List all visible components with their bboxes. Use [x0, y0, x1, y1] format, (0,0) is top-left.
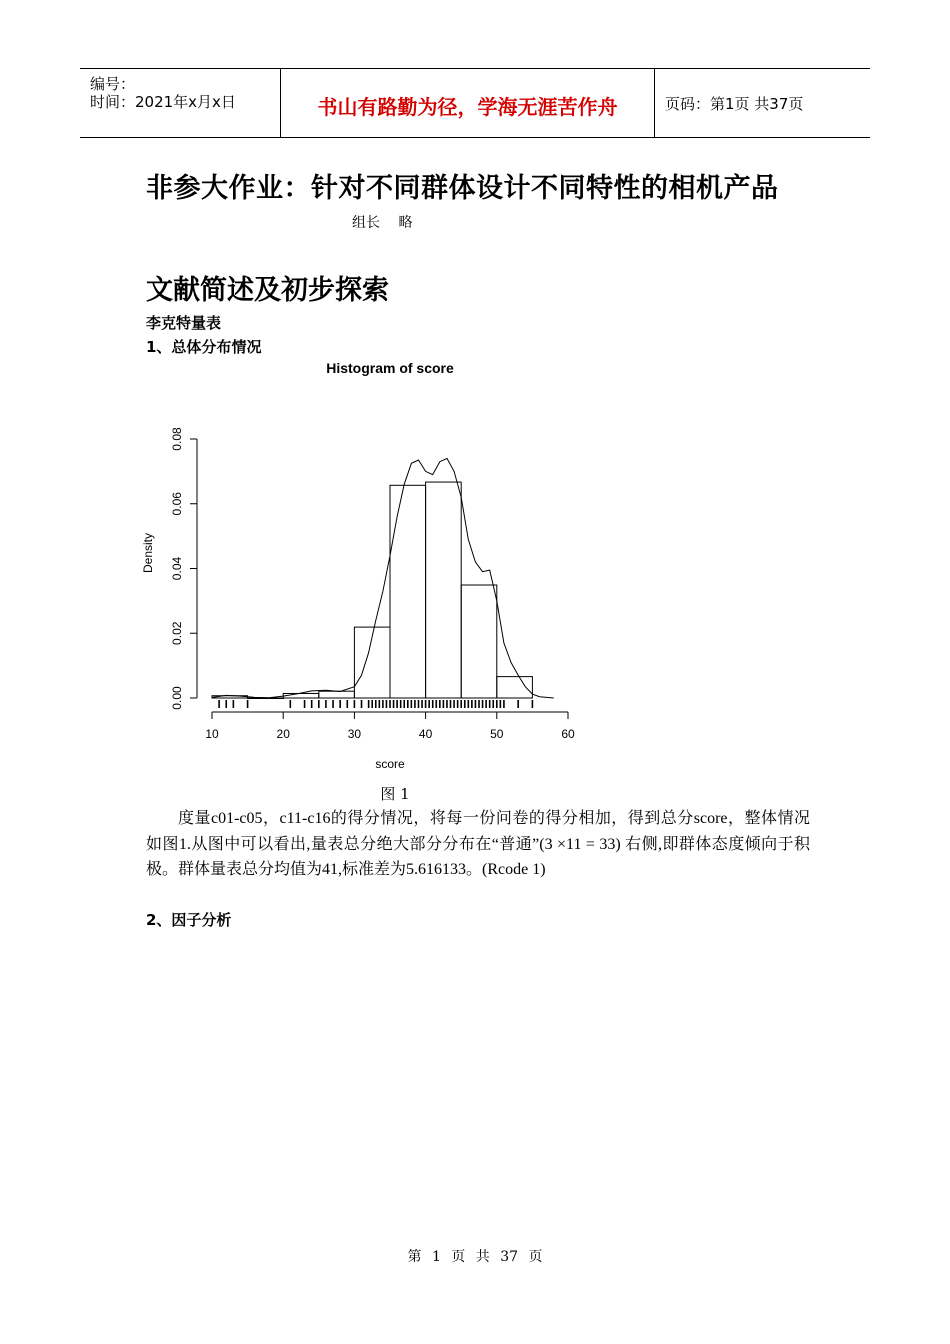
histogram-bar [461, 585, 497, 698]
header-motto-cell [281, 69, 655, 137]
header-page-info: 页码：第1页 共37页 [665, 95, 804, 113]
page-footer: 第 1 页 共 37 页 [407, 1249, 543, 1265]
x-tick-label: 40 [418, 727, 433, 741]
x-axis-label: score [375, 757, 405, 771]
density-curve [212, 458, 554, 698]
header-left-cell [80, 69, 281, 137]
x-tick-label: 30 [347, 727, 362, 741]
histogram-bar [319, 691, 355, 698]
histogram-bar [426, 482, 462, 698]
y-tick-label: 0.02 [170, 621, 184, 645]
y-tick-label: 0.06 [170, 492, 184, 516]
y-tick-label: 0.04 [170, 556, 184, 581]
subheading-distribution: 1、总体分布情况 [146, 338, 262, 356]
document-number-label: 编号： [90, 75, 136, 93]
body-paragraph: 度量c01-c05，c11-c16的得分情况，将每一份问卷的得分相加，得到总分score，整体情况如图1.从图中可以看出,量表总分绝大部分分布在“普通”(3 ×11 = 33) 右侧,即群体态度倾向于积极。群体量表总分均值为41,标准差为5.616133。(Rcode 1) [146, 810, 810, 878]
x-tick-label: 50 [490, 727, 504, 741]
y-axis-label: Density [141, 532, 155, 574]
page-header-table [80, 68, 870, 138]
document-title: 非参大作业：针对不同群体设计不同特性的相机产品 [146, 173, 779, 204]
histogram-bar [390, 485, 426, 698]
subheading-factor-analysis: 2、因子分析 [146, 911, 232, 929]
y-tick-label: 0.00 [170, 686, 184, 710]
section-heading: 文献简述及初步探索 [146, 275, 389, 306]
histogram-chart [130, 350, 600, 780]
header-page-cell [655, 69, 870, 137]
y-tick-label: 0.08 [170, 427, 184, 451]
chart-title: Histogram of score [326, 360, 454, 376]
x-tick-label: 20 [276, 727, 290, 741]
histogram-bar [497, 677, 533, 698]
document-date: 时间：2021年x月x日 [90, 93, 236, 111]
x-tick-label: 10 [205, 727, 219, 741]
subheading-likert: 李克特量表 [146, 314, 222, 332]
author-line: 组长 略 [352, 215, 413, 231]
header-motto: 书山有路勤为径，学海无涯苦作舟 [317, 95, 618, 119]
figure-caption: 图 1 [380, 785, 410, 803]
x-tick-label: 60 [561, 727, 575, 741]
